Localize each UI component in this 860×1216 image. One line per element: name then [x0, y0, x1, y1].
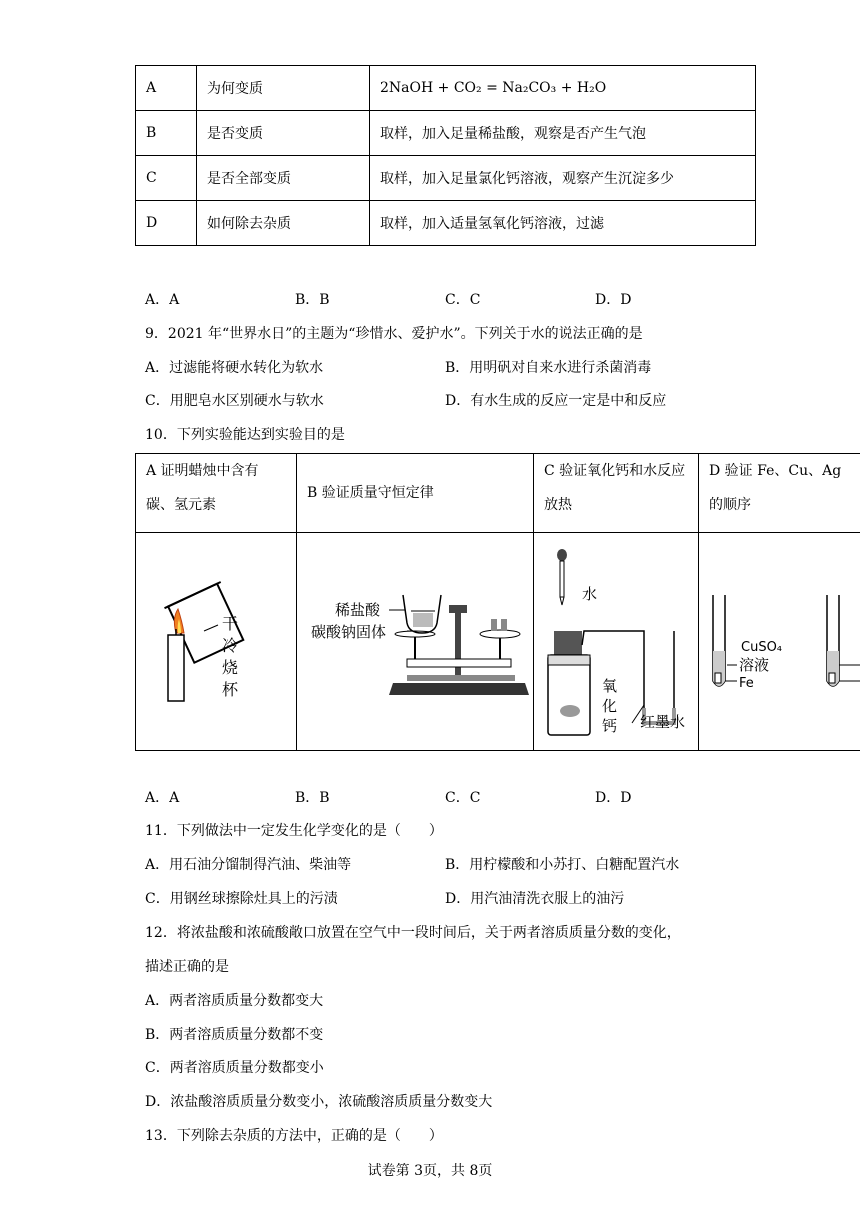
row-topic: 是否全部变质: [197, 156, 370, 201]
q12-option-c: C．两者溶质质量分数都变小: [145, 1060, 324, 1076]
row-topic: 是否变质: [197, 111, 370, 156]
option-b: B．用柠檬酸和小苏打、白糖配置汽水: [445, 857, 680, 873]
label-cao-3: 钙: [602, 717, 618, 735]
table-q8: [135, 65, 756, 246]
figure-c-cell: [534, 533, 699, 751]
row-letter: B: [136, 111, 197, 156]
test-tubes-figure: [699, 533, 860, 746]
q9-options-row2: [145, 391, 745, 411]
table-q10: [135, 453, 860, 751]
q13-stem: 13．下列除去杂质的方法中，正确的是（ ）: [145, 1128, 443, 1144]
q12-option-b: B．两者溶质质量分数都不变: [145, 1027, 324, 1043]
q10-stem: 10．下列实验能达到实验目的是: [145, 427, 345, 443]
row-topic: 为何变质: [197, 66, 370, 111]
header-d: D 验证 Fe、Cu、Ag 的顺序: [699, 454, 860, 533]
table-row: [136, 201, 756, 246]
label-cuso4: CuSO₄: [741, 640, 783, 655]
figure-a-cell: [136, 533, 297, 751]
header-b: B 验证质量守恒定律: [297, 454, 534, 533]
q12-option-a: A．两者溶质质量分数都变大: [145, 993, 324, 1009]
header-c: C 验证氧化钙和水反应放热: [534, 454, 699, 533]
table-row: [136, 66, 756, 111]
q11-options-row2: [145, 889, 745, 909]
table-row: [136, 111, 756, 156]
label-cao-2: 化: [602, 697, 618, 715]
option-a: A．用石油分馏制得汽油、柴油等: [145, 857, 352, 873]
q8-options: [145, 290, 745, 310]
row-text: 取样，加入足量稀盐酸，观察是否产生气泡: [370, 111, 756, 156]
q9-stem: 9．2021 年“世界水日”的主题为“珍惜水、爱护水”。下列关于水的说法正确的是: [145, 326, 643, 342]
table-row: [136, 156, 756, 201]
option-d: D．用汽油清洗衣服上的油污: [445, 891, 625, 907]
option-d: D．D: [595, 790, 632, 806]
label-cup: 杯: [222, 680, 239, 699]
row-topic: 如何除去杂质: [197, 201, 370, 246]
label-fe: Fe: [739, 676, 754, 691]
option-a: A．A: [145, 292, 180, 308]
label-cao-1: 氧: [602, 677, 618, 695]
figure-b-cell: [297, 533, 534, 751]
option-d: D．D: [595, 292, 632, 308]
q9-options-row1: [145, 358, 745, 378]
label-hcl: 稀盐酸: [335, 601, 381, 619]
option-c: C．用肥皂水区别硬水与软水: [145, 393, 324, 409]
page-footer: 试卷第 3页，共 8页: [367, 1163, 493, 1179]
option-c: C．C: [445, 292, 481, 308]
q11-stem: 11．下列做法中一定发生化学变化的是（ ）: [145, 823, 443, 839]
label-solution: 溶液: [739, 656, 770, 674]
q12-option-d: D．浓盐酸溶质质量分数变小，浓硫酸溶质质量分数变大: [145, 1094, 493, 1110]
balance-figure: [297, 533, 533, 746]
option-b: B．B: [295, 292, 330, 308]
candle-beaker-figure: [136, 533, 296, 746]
label-water: 水: [582, 585, 598, 603]
option-d: D．有水生成的反应一定是中和反应: [445, 393, 667, 409]
label-red-ink: 红墨水: [640, 713, 686, 731]
option-b: B．用明矾对自来水进行杀菌消毒: [445, 360, 652, 376]
row-letter: C: [136, 156, 197, 201]
label-burn: 烧: [222, 658, 239, 677]
cao-water-figure: [534, 533, 698, 746]
q12-stem-line2: 描述正确的是: [145, 959, 229, 975]
label-dry: 干: [222, 614, 239, 633]
option-c: C．C: [445, 790, 481, 806]
q10-options: [145, 788, 745, 808]
row-text: 2NaOH + CO₂ = Na₂CO₃ + H₂O: [370, 66, 756, 111]
row-text: 取样，加入适量氢氧化钙溶液，过滤: [370, 201, 756, 246]
label-na2co3: 碳酸钠固体: [311, 623, 387, 641]
figure-d-cell: [699, 533, 860, 751]
table-image-row: [136, 533, 860, 751]
option-c: C．用钢丝球擦除灶具上的污渍: [145, 891, 338, 907]
row-text: 取样，加入足量氯化钙溶液，观察产生沉淀多少: [370, 156, 756, 201]
header-a: A 证明蜡烛中含有碳、氢元素: [136, 454, 297, 533]
q11-options-row1: [145, 855, 745, 875]
row-letter: A: [136, 66, 197, 111]
row-letter: D: [136, 201, 197, 246]
option-b: B．B: [295, 790, 330, 806]
label-cold: 冷: [222, 636, 239, 655]
table-header-row: [136, 454, 860, 533]
option-a: A．过滤能将硬水转化为软水: [145, 360, 324, 376]
q12-stem-line1: 12．将浓盐酸和浓硫酸敞口放置在空气中一段时间后，关于两者溶质质量分数的变化，: [145, 925, 681, 941]
option-a: A．A: [145, 790, 180, 806]
